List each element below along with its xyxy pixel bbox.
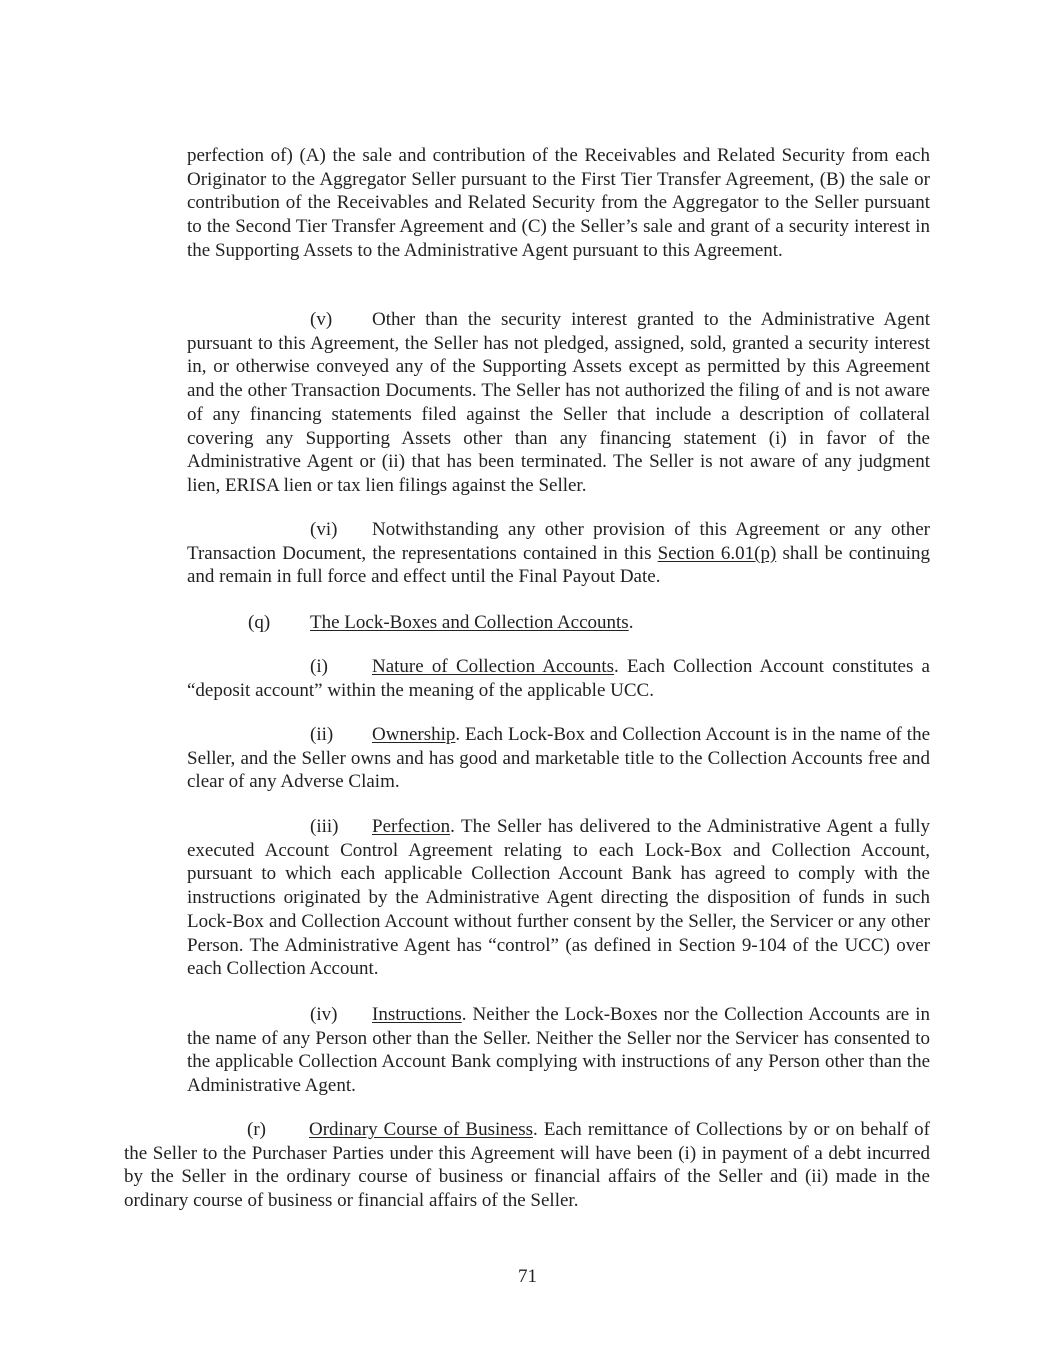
clause-heading: Ownership [372,724,456,745]
clause-label: (ii) [310,724,334,745]
clause-heading: Instructions [372,1004,462,1025]
paragraph-text: . The Seller has delivered to the Administrative Agent a fully executed Account Control Agreement relating to each Lock-Box and Collection Account, pursuant to which each applicable Collection Account Bank has agreed to comply with the instructions originated by the Administrative Agent directing the disposition of funds in such Lock-Box and Collection Account without further consent by the Seller, the Servicer or any other Person. The Administrative Agent has “control” (as defined in Section 9-104 of the UCC) over each Collection Account. [187,816,930,980]
clause-label: (vi) [310,519,338,540]
paragraph-q-iv [187,1003,930,1098]
section-label: (q) [248,612,271,633]
paragraph-r [124,1118,930,1213]
paragraph-continuation [187,144,930,263]
paragraph-text: . Neither the Lock-Boxes nor the Collection Accounts are in the name of any Person other than the Seller. Neither the Seller nor the Servicer has consented to the applicable Collection Account Bank complying with instructions of any Person other than the Administrative Agent. [187,1004,930,1097]
paragraph-text: . Each Collection Account constitutes a “deposit account” within the meaning of the applicable UCC. [187,656,930,701]
paragraph-q-i [187,655,930,702]
section-q-heading [187,611,930,635]
paragraph-q-iii [187,815,930,981]
paragraph-text: . Each Lock-Box and Collection Account is in the name of the Seller, and the Seller owns and has good and marketable title to the Collection Accounts free and clear of any Adverse Claim. [187,724,930,793]
section-label: (r) [247,1119,266,1140]
paragraph-text-end: shall be continuing and remain in full force and effect until the Final Payout Date. [187,542,930,588]
section-title: The Lock-Boxes and Collection Accounts [310,612,629,633]
clause-label: (v) [310,309,333,330]
section-title-period: . [628,612,634,633]
paragraph-q-ii [187,723,930,794]
clause-heading: Nature of Collection Accounts [372,656,615,677]
paragraph-v [187,308,930,498]
clause-label: (iii) [310,816,339,837]
clause-heading: Perfection [372,816,451,837]
section-reference: Section 6.01(p) [657,542,777,564]
page-number: 71 [518,1266,537,1287]
section-title: Ordinary Course of Business [309,1119,534,1140]
paragraph-text: Other than the security interest granted to the Administrative Agent pursuant to this Agreement, the Seller has not pledged, assigned, sold, granted a security interest in, or otherwise conveyed any of the Supporting Assets except as permitted by this Agreement and the other Transaction Documents. The Seller has not authorized the filing of and is not aware of any financing statements filed against the Seller that include a description of collateral covering any Supporting Assets other than any financing statement (i) in favor of the Administrative Agent or (ii) that has been terminated. The Seller is not aware of any judgment lien, ERISA lien or tax lien filings against the Seller. [187,309,930,496]
paragraph-text: . Each remittance of Collections by or on behalf of the Seller to the Purchaser Parties under this Agreement will have been (i) in payment of a debt incurred by the Seller in the ordinary course of business or financial affairs of the Seller and (ii) made in the ordinary course of business or financial affairs of the Seller. [124,1119,931,1212]
clause-label: (iv) [310,1004,338,1025]
paragraph-text: perfection of) (A) the sale and contribution of the Receivables and Related Security from each Originator to the Aggregator Seller pursuant to the First Tier Transfer Agreement, (B) the sale or contribution of the Receivables and Related Security from the Aggregator to the Seller pursuant to the Second Tier Transfer Agreement and (C) the Seller’s sale and grant of a security interest in the Supporting Assets to the Administrative Agent pursuant to this Agreement. [187,145,930,261]
clause-label: (i) [310,656,328,677]
paragraph-text: Notwithstanding any other provision of this Agreement or any other Transaction Document, the representations contained in this [187,519,930,564]
paragraph-vi [187,518,930,589]
